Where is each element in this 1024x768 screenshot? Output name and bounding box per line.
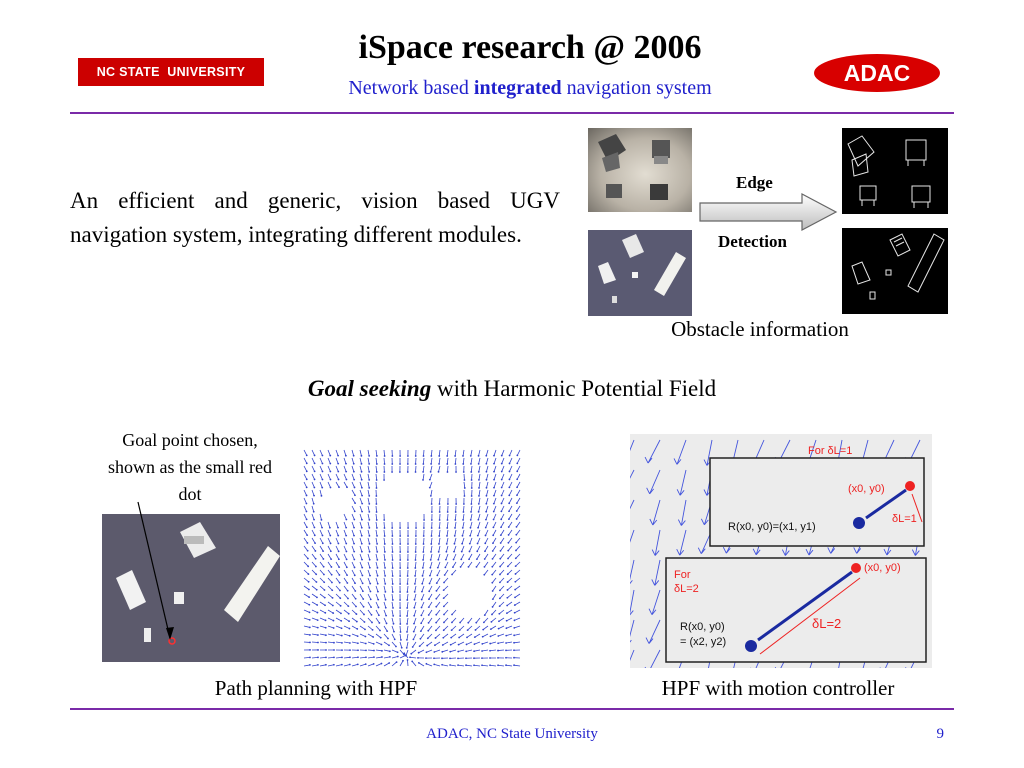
subtitle-post: navigation system [561,77,712,99]
path-planning-caption: Path planning with HPF [214,676,418,700]
goal-seeking-bold: Goal seeking [307,376,432,401]
adac-logo-text: ADAC [843,60,911,86]
box1-result: R(x0, y0)=(x1, y1) [728,521,816,533]
goal-seeking-rest: with Harmonic Potential Field [431,376,717,401]
box2-title-2: δL=2 [674,583,699,595]
footer-divider [70,708,954,710]
box1-end-dot [853,517,865,529]
detection-label: Detection [718,232,787,251]
annotation-pointer [100,500,190,650]
box1-title: For δL=1 [808,445,853,457]
intro-text: An efficient and generic, vision based UGV navigation system, integrating different modules. [70,188,560,247]
box2-result-2: = (x2, y2) [680,636,727,648]
edge-image-chairs [842,128,948,214]
box2-point-label: (x0, y0) [864,562,901,574]
box1-step: δL=1 [892,513,917,525]
subtitle-pre: Network based [348,77,474,99]
box2-start-dot [851,563,861,573]
page-number: 9 [936,726,944,742]
hpf-motion-figure [630,434,932,668]
raw-camera-image-blocks [588,230,692,316]
raw-camera-image-chairs [588,128,692,212]
subtitle-bold: integrated [473,77,562,99]
footer-text: ADAC, NC State University [426,726,598,742]
university-logo: NC STATE UNIVERSITY [78,58,264,86]
hpf-vector-field [296,442,530,674]
edge-image-blocks [842,228,948,314]
box2-step: δL=2 [812,616,842,631]
box2-title-1: For [674,569,691,581]
right-arrow-icon [698,192,840,232]
header-divider [70,112,954,114]
box1-point-label: (x0, y0) [848,483,885,495]
adac-logo [812,52,942,94]
goal-point-annotation: Goal point chosen, shown as the small red dot [108,430,272,504]
page-title: iSpace research @ 2006 [358,29,702,66]
motion-controller-caption: HPF with motion controller [661,676,895,700]
box2-end-dot [745,640,757,652]
edge-label: Edge [736,173,773,192]
box2-result-1: R(x0, y0) [680,621,725,633]
goal-seeking-heading [0,376,1024,402]
obstacle-info-caption: Obstacle information [671,317,849,341]
page-subtitle [270,77,790,100]
box1-start-dot [905,481,915,491]
hpf-vector-field-plot [296,442,530,674]
